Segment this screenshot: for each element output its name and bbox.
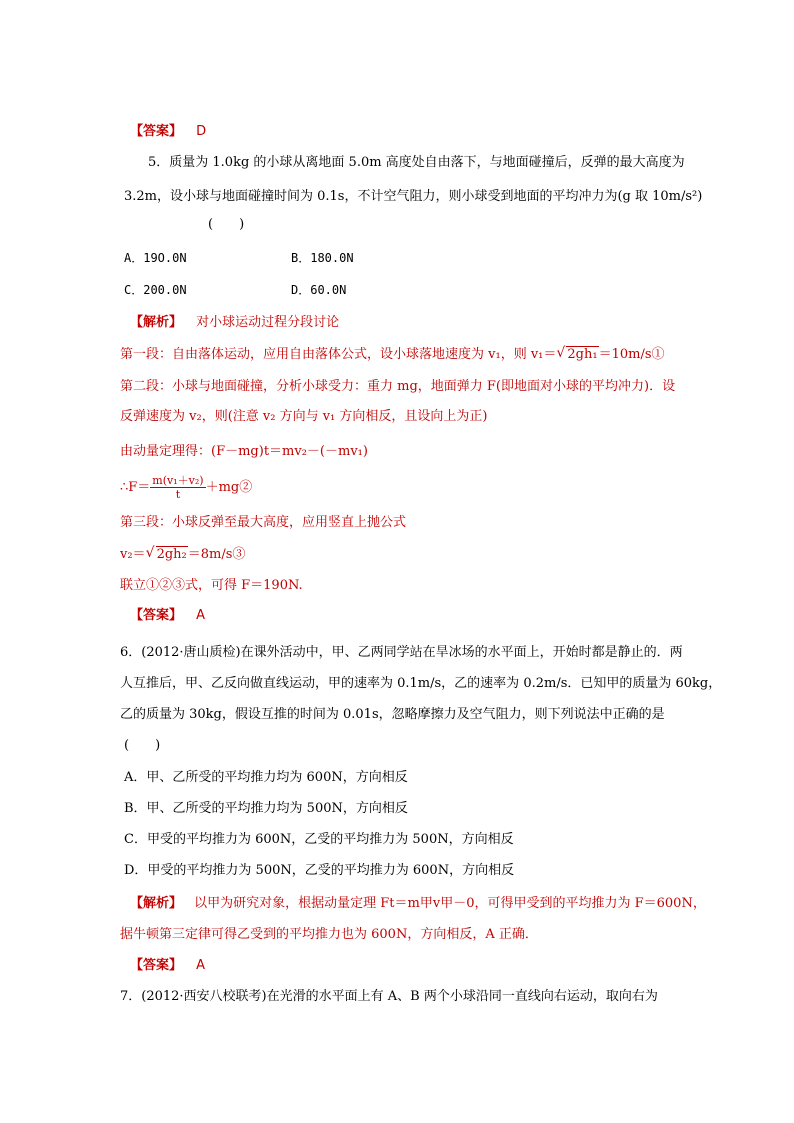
question-6-line-3: 乙的质量为 30kg，假设互推的时间为 0.01s，忽略摩擦力及空气阻力，则下列说法中正确的是: [120, 707, 665, 722]
answer-value: A: [196, 958, 206, 973]
solution-5-therefore: [120, 474, 252, 502]
solution-5-v2-formula: [120, 545, 245, 565]
solution-tag: 【解析】: [130, 315, 183, 330]
question-6-option-c: C．甲受的平均推力为 600N，乙受的平均推力为 500N，方向相反: [124, 832, 514, 847]
solution-6-text: 以甲为研究对象，根据动量定理 Ft＝m甲v甲－0，可得甲受到的平均推力为 F＝600N，: [194, 896, 706, 911]
solution-5-step-1-result: ＝10m/s①: [598, 347, 665, 362]
question-6-line-2: 人互推后，甲、乙反向做直线运动，甲的速率为 0.1m/s，乙的速率为 0.2m/s．已知甲的质量为 60kg，: [120, 676, 722, 691]
sqrt-symbol: [146, 545, 188, 565]
therefore-rhs: ＋mg②: [205, 480, 253, 495]
solution-5-intro: 对小球运动过程分段讨论: [196, 315, 340, 330]
solution-5-conclusion: 联立①②③式，可得 F＝190N.: [120, 578, 303, 593]
solution-5-step-1: [120, 345, 665, 365]
question-6-line-1: 6．(2012·唐山质检)在课外活动中，甲、乙两同学站在旱冰场的水平面上，开始时都是静止的．两: [120, 645, 683, 660]
question-5-line-1: 5．质量为 1.0kg 的小球从离地面 5.0m 高度处自由落下，与地面碰撞后，反弹的最大高度为: [148, 155, 685, 170]
solution-6-line-1: [130, 894, 706, 914]
answer-tag: 【答案】: [130, 124, 183, 139]
question-6-option-b: B．甲、乙所受的平均推力均为 500N，方向相反: [124, 801, 408, 816]
answer-block-2: [130, 606, 205, 626]
question-6-paren: ( ): [124, 738, 161, 753]
answer-tag: 【答案】: [130, 958, 183, 973]
question-5-option-b: B．180.0N: [291, 251, 354, 265]
sqrt-symbol: [556, 345, 598, 365]
question-5-option-a: A．19O.0N: [124, 251, 187, 265]
sqrt-content: 2gh₁: [567, 347, 598, 362]
solution-5-step-2-line-1: 第二段：小球与地面碰撞，分析小球受力：重力 mg，地面弹力 F(即地面对小球的平均冲力)．设: [120, 379, 676, 394]
question-6-option-a: A．甲、乙所受的平均推力均为 600N，方向相反: [124, 770, 408, 785]
fraction: [150, 474, 205, 501]
question-6-option-d: D．甲受的平均推力为 500N，乙受的平均推力为 600N，方向相反: [124, 863, 515, 878]
question-7-line-1: 7．(2012·西安八校联考)在光滑的水平面上有 A、B 两个小球沿同一直线向右运动，取向右为: [120, 989, 658, 1004]
solution-5-header: [130, 313, 339, 333]
v2-lhs: v₂＝: [120, 547, 146, 562]
fraction-numerator: m(v₁＋v₂): [152, 474, 204, 487]
solution-5-step-2-line-2: 反弹速度为 v₂，则(注意 v₂ 方向与 v₁ 方向相反，且设向上为正): [120, 409, 488, 424]
solution-tag: 【解析】: [130, 896, 183, 911]
answer-value: A: [196, 608, 206, 623]
therefore-lhs: ∴F＝: [120, 480, 151, 495]
solution-6-line-2: 据牛顿第三定律可得乙受到的平均推力也为 600N，方向相反，A 正确．: [120, 927, 538, 942]
question-5-option-c: C．200.0N: [124, 283, 187, 297]
answer-block-3: [130, 956, 205, 976]
solution-5-step-3: 第三段：小球反弹至最大高度，应用竖直上抛公式: [120, 515, 407, 530]
question-5-line-2: 3.2m，设小球与地面碰撞时间为 0.1s，不计空气阻力，则小球受到地面的平均冲力为(g 取 10m/s²): [124, 189, 703, 204]
fraction-denominator: t: [175, 488, 181, 501]
v2-result: ＝8m/s③: [187, 547, 246, 562]
solution-5-step-1-text: 第一段：自由落体运动，应用自由落体公式，设小球落地速度为 v₁，则 v₁＝: [120, 347, 557, 362]
solution-5-momentum-theorem: 由动量定理得：(F－mg)t＝mv₂－(－mv₁): [120, 444, 368, 459]
sqrt-content: 2gh₂: [156, 547, 187, 562]
answer-tag: 【答案】: [130, 608, 183, 623]
question-5-option-d: D．60.0N: [291, 283, 347, 297]
answer-block-1: [130, 122, 206, 142]
question-5-paren: ( ): [208, 217, 245, 232]
answer-value: D: [196, 124, 207, 139]
